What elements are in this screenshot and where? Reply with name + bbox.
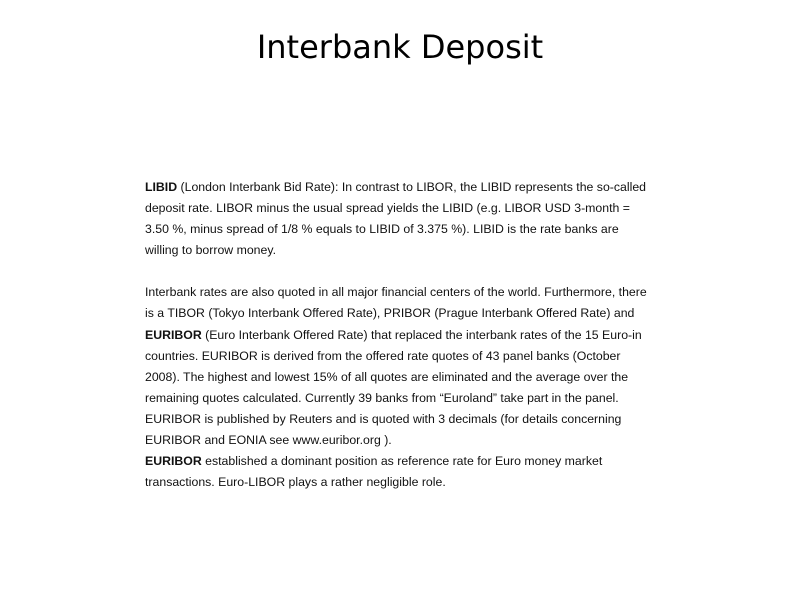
paragraph-gap	[145, 261, 665, 282]
text-line	[145, 177, 665, 198]
text-line: 2008). The highest and lowest 15% of all quotes are eliminated and the average over the	[145, 369, 629, 384]
euribor-term: EURIBOR	[145, 454, 202, 469]
text-line: is a TIBOR (Tokyo Interbank Offered Rate), PRIBOR (Prague Interbank Offered Rate) and	[145, 306, 635, 321]
text-line: deposit rate. LIBOR minus the usual spread yields the LIBID (e.g. LIBOR USD 3-month =	[145, 201, 630, 216]
interbank-rates-paragraph	[145, 282, 665, 493]
text-line: transactions. Euro-LIBOR plays a rather negligible role.	[145, 475, 446, 490]
text-line: EURIBOR and EONIA see www.euribor.org ).	[145, 433, 392, 448]
body-text	[145, 177, 665, 493]
text-line: Interbank rates are also quoted in all major financial centers of the world. Furthermore, there	[145, 285, 647, 300]
text-line: willing to borrow money.	[145, 243, 276, 258]
slide-title: Interbank Deposit	[256, 28, 544, 66]
libid-term: LIBID	[145, 180, 178, 194]
text-line: 3.50 %, minus spread of 1/8 % equals to LIBID of 3.375 %). LIBID is the rate banks are	[145, 222, 619, 237]
euribor-term: EURIBOR	[145, 327, 202, 342]
text-line: remaining quotes calculated. Currently 39 banks from “Euroland” take part in the panel.	[145, 390, 619, 405]
text-span: (Euro Interbank Offered Rate) that replaced the interbank rates of the 15 Euro-in	[201, 327, 642, 342]
text-span: (London Interbank Bid Rate): In contrast to LIBOR, the LIBID represents the so-called	[177, 180, 647, 194]
libid-paragraph	[145, 177, 665, 261]
text-line: EURIBOR is published by Reuters and is quoted with 3 decimals (for details concerning	[145, 411, 622, 426]
text-line: countries. EURIBOR is derived from the offered rate quotes of 43 panel banks (October	[145, 348, 621, 363]
text-line	[145, 451, 665, 472]
text-line	[145, 325, 665, 346]
text-span: established a dominant position as reference rate for Euro money market	[201, 454, 603, 469]
